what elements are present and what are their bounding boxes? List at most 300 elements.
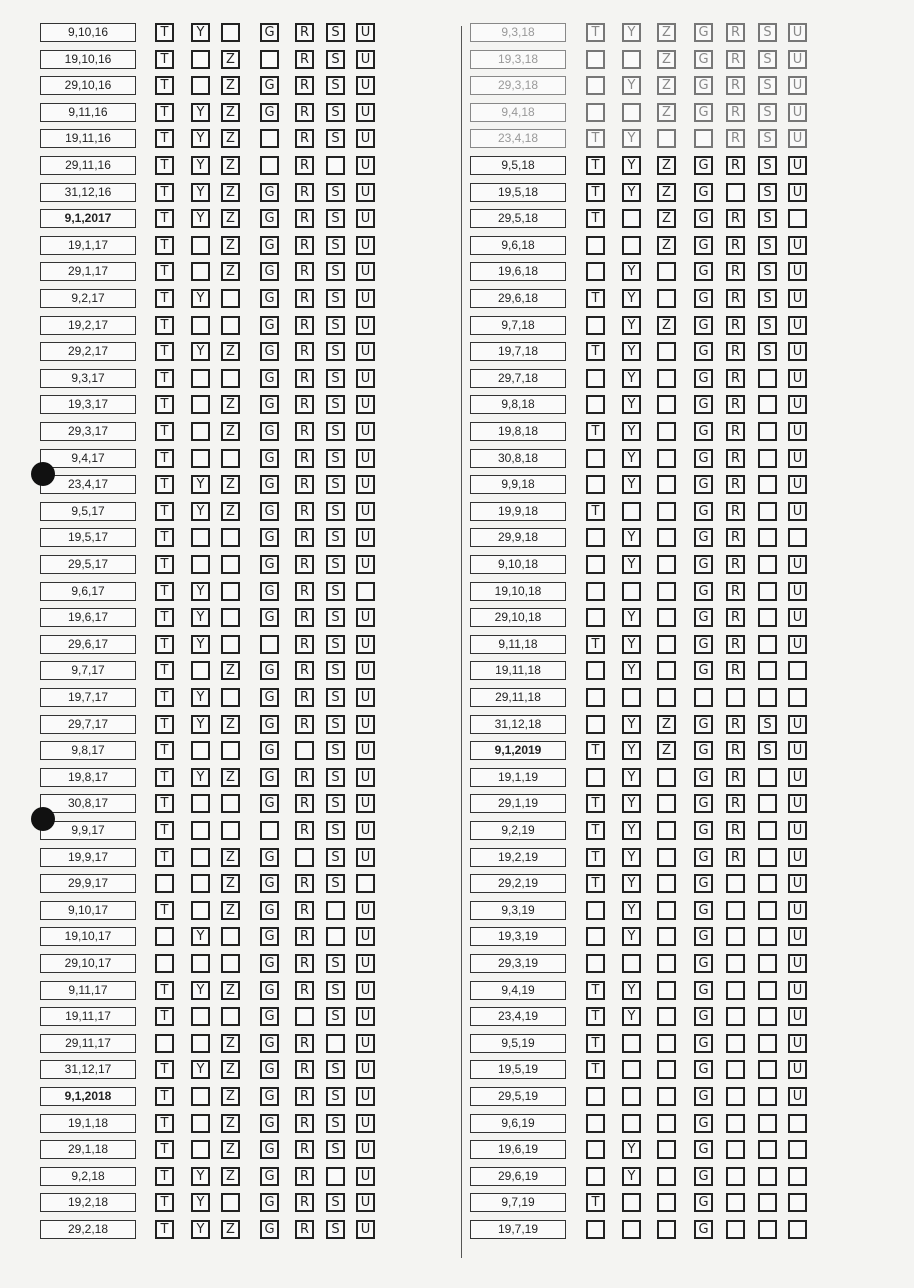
check-box — [657, 1193, 676, 1212]
check-box: S — [326, 103, 345, 122]
table-row — [470, 926, 890, 948]
check-box — [758, 1060, 777, 1079]
check-box: T — [155, 342, 174, 361]
table-row — [40, 900, 460, 922]
table-row — [40, 315, 460, 337]
check-box — [657, 262, 676, 281]
check-box: U — [356, 342, 375, 361]
check-box — [758, 927, 777, 946]
check-box — [657, 874, 676, 893]
check-box — [622, 209, 641, 228]
check-box — [657, 449, 676, 468]
check-box: U — [356, 76, 375, 95]
check-box — [758, 608, 777, 627]
check-box: Z — [221, 1060, 240, 1079]
table-row — [40, 953, 460, 975]
check-box: U — [788, 103, 807, 122]
check-box: Z — [657, 715, 676, 734]
date-label: 29,3,17 — [40, 422, 136, 441]
date-label: 29,2,19 — [470, 874, 566, 893]
table-row — [40, 581, 460, 603]
check-box — [657, 528, 676, 547]
check-box: R — [726, 50, 745, 69]
check-box: U — [788, 954, 807, 973]
check-box: Z — [221, 209, 240, 228]
check-box — [326, 1034, 345, 1053]
check-box: R — [295, 422, 314, 441]
check-box: S — [758, 103, 777, 122]
check-box: Z — [221, 1087, 240, 1106]
check-box: U — [356, 608, 375, 627]
date-label: 19,11,18 — [470, 661, 566, 680]
check-box: Y — [191, 342, 210, 361]
table-row — [470, 554, 890, 576]
check-box: G — [694, 555, 713, 574]
date-label: 29,9,18 — [470, 528, 566, 547]
check-box: R — [726, 715, 745, 734]
check-box — [191, 528, 210, 547]
check-box — [221, 369, 240, 388]
check-box: T — [155, 103, 174, 122]
check-box: R — [726, 848, 745, 867]
check-box: R — [726, 236, 745, 255]
check-box — [586, 1087, 605, 1106]
check-box: T — [155, 449, 174, 468]
date-label: 19,5,18 — [470, 183, 566, 202]
check-box: Z — [221, 981, 240, 1000]
table-row — [40, 128, 460, 150]
table-row — [40, 660, 460, 682]
check-box: Y — [622, 768, 641, 787]
check-box: G — [260, 1193, 279, 1212]
check-box: R — [295, 23, 314, 42]
check-box: T — [155, 582, 174, 601]
check-box: T — [155, 316, 174, 335]
table-row — [470, 1192, 890, 1214]
check-box: G — [694, 395, 713, 414]
check-box — [221, 1193, 240, 1212]
check-box: U — [788, 23, 807, 42]
check-box: U — [788, 236, 807, 255]
check-box: R — [295, 502, 314, 521]
check-box: R — [726, 23, 745, 42]
check-box — [586, 661, 605, 680]
check-box: G — [260, 76, 279, 95]
check-box: Y — [622, 76, 641, 95]
date-label: 19,6,17 — [40, 608, 136, 627]
check-box — [694, 688, 713, 707]
check-box — [657, 954, 676, 973]
check-box: U — [788, 289, 807, 308]
check-box — [191, 395, 210, 414]
table-row — [40, 847, 460, 869]
check-box: R — [726, 528, 745, 547]
check-box — [622, 1034, 641, 1053]
table-row — [40, 607, 460, 629]
check-box: G — [694, 1034, 713, 1053]
check-box: G — [260, 395, 279, 414]
date-label: 9,3,19 — [470, 901, 566, 920]
check-box: R — [295, 555, 314, 574]
check-box: R — [295, 209, 314, 228]
check-box: U — [356, 1087, 375, 1106]
check-box: R — [295, 608, 314, 627]
date-label: 9,6,19 — [470, 1114, 566, 1133]
table-row — [470, 1033, 890, 1055]
check-box: Z — [657, 50, 676, 69]
date-label: 9,2,19 — [470, 821, 566, 840]
check-box: T — [155, 23, 174, 42]
table-row — [40, 926, 460, 948]
check-box: T — [155, 156, 174, 175]
check-box — [221, 582, 240, 601]
table-row — [40, 155, 460, 177]
check-box — [191, 449, 210, 468]
check-box — [657, 848, 676, 867]
check-box — [326, 1167, 345, 1186]
check-box — [191, 661, 210, 680]
check-box — [657, 289, 676, 308]
table-row — [40, 1006, 460, 1028]
check-box: G — [260, 608, 279, 627]
check-box: U — [788, 901, 807, 920]
table-row — [470, 953, 890, 975]
check-box — [586, 50, 605, 69]
table-row — [470, 687, 890, 709]
check-box: Y — [622, 395, 641, 414]
check-box: R — [295, 1114, 314, 1133]
check-box: U — [356, 1034, 375, 1053]
check-box: R — [726, 129, 745, 148]
check-box: G — [260, 981, 279, 1000]
check-box — [326, 156, 345, 175]
check-box: T — [586, 156, 605, 175]
check-box: S — [326, 821, 345, 840]
check-box: Y — [622, 262, 641, 281]
check-box — [221, 821, 240, 840]
check-box: Y — [191, 1167, 210, 1186]
date-label: 19,5,19 — [470, 1060, 566, 1079]
check-box: G — [694, 316, 713, 335]
table-row — [470, 208, 890, 230]
check-box: R — [295, 449, 314, 468]
check-box: R — [726, 661, 745, 680]
check-box: Y — [191, 1060, 210, 1079]
check-box: U — [356, 23, 375, 42]
check-box — [586, 395, 605, 414]
check-box — [657, 582, 676, 601]
table-row — [470, 1166, 890, 1188]
date-label: 19,3,17 — [40, 395, 136, 414]
check-box — [694, 129, 713, 148]
check-box: G — [260, 555, 279, 574]
check-box: S — [326, 502, 345, 521]
table-row — [40, 474, 460, 496]
check-box: S — [326, 395, 345, 414]
date-label: 9,4,17 — [40, 449, 136, 468]
check-box: G — [694, 1007, 713, 1026]
check-box — [758, 1140, 777, 1159]
check-box: U — [788, 608, 807, 627]
check-box: R — [295, 927, 314, 946]
date-label: 19,2,17 — [40, 316, 136, 335]
table-row — [40, 182, 460, 204]
check-box: R — [295, 1060, 314, 1079]
check-box: S — [326, 23, 345, 42]
check-box: T — [586, 981, 605, 1000]
check-box: G — [694, 183, 713, 202]
check-box: Z — [221, 422, 240, 441]
check-box — [622, 1220, 641, 1239]
table-row — [470, 581, 890, 603]
check-box — [657, 927, 676, 946]
date-label: 29,1,19 — [470, 794, 566, 813]
check-box — [758, 688, 777, 707]
check-box: Z — [657, 209, 676, 228]
date-label: 31,12,16 — [40, 183, 136, 202]
date-label: 9,4,19 — [470, 981, 566, 1000]
check-box: U — [356, 502, 375, 521]
check-box — [657, 129, 676, 148]
check-box: U — [788, 981, 807, 1000]
check-box — [726, 1220, 745, 1239]
check-box — [726, 1193, 745, 1212]
table-row — [470, 793, 890, 815]
check-box: U — [356, 289, 375, 308]
check-box: G — [694, 981, 713, 1000]
date-label: 19,10,16 — [40, 50, 136, 69]
check-box: U — [356, 954, 375, 973]
check-box: T — [155, 635, 174, 654]
check-box: Y — [622, 289, 641, 308]
table-row — [470, 900, 890, 922]
table-row — [40, 448, 460, 470]
check-box: S — [326, 1007, 345, 1026]
check-box: Y — [622, 449, 641, 468]
date-label: 29,10,17 — [40, 954, 136, 973]
check-box: S — [326, 688, 345, 707]
check-box — [221, 688, 240, 707]
check-box: S — [326, 1114, 345, 1133]
check-box: U — [356, 50, 375, 69]
date-label: 19,3,18 — [470, 50, 566, 69]
check-box: U — [356, 1007, 375, 1026]
check-box — [221, 316, 240, 335]
check-box: R — [726, 821, 745, 840]
table-row — [470, 22, 890, 44]
check-box — [191, 1007, 210, 1026]
table-row — [40, 527, 460, 549]
check-box — [726, 901, 745, 920]
date-label: 9,3,18 — [470, 23, 566, 42]
check-box: Z — [657, 76, 676, 95]
check-box: T — [586, 23, 605, 42]
table-row — [470, 1139, 890, 1161]
check-box: U — [356, 981, 375, 1000]
check-box: R — [726, 555, 745, 574]
check-box: Y — [622, 715, 641, 734]
check-box: G — [260, 1220, 279, 1239]
check-box: S — [326, 635, 345, 654]
check-box — [191, 954, 210, 973]
check-box: T — [155, 901, 174, 920]
date-label: 9,1,2018 — [40, 1087, 136, 1106]
check-box: R — [295, 50, 314, 69]
check-box: U — [356, 528, 375, 547]
check-box: G — [694, 821, 713, 840]
date-label: 19,7,17 — [40, 688, 136, 707]
check-box: G — [694, 76, 713, 95]
table-row — [470, 448, 890, 470]
check-box: G — [694, 874, 713, 893]
date-label: 29,5,19 — [470, 1087, 566, 1106]
check-box — [657, 1167, 676, 1186]
check-box: Z — [221, 1167, 240, 1186]
check-box: T — [586, 1193, 605, 1212]
check-box: U — [788, 262, 807, 281]
check-box: U — [788, 635, 807, 654]
table-row — [40, 793, 460, 815]
check-box — [758, 502, 777, 521]
check-box: G — [260, 449, 279, 468]
check-box: G — [260, 342, 279, 361]
check-box: R — [295, 768, 314, 787]
check-box: Y — [622, 635, 641, 654]
check-box — [657, 422, 676, 441]
check-box: S — [326, 768, 345, 787]
check-box — [758, 528, 777, 547]
check-box: S — [326, 209, 345, 228]
check-box: U — [788, 475, 807, 494]
check-box — [657, 1060, 676, 1079]
table-row — [470, 1113, 890, 1135]
check-box: T — [155, 395, 174, 414]
check-box: U — [788, 395, 807, 414]
check-box: Z — [221, 1114, 240, 1133]
check-box — [726, 874, 745, 893]
check-box: Y — [191, 715, 210, 734]
check-box: R — [295, 395, 314, 414]
table-row — [470, 102, 890, 124]
date-label: 9,2,17 — [40, 289, 136, 308]
check-box — [221, 794, 240, 813]
date-label: 9,3,17 — [40, 369, 136, 388]
check-box: Y — [622, 528, 641, 547]
check-box — [191, 369, 210, 388]
check-box: Y — [622, 794, 641, 813]
date-label: 9,7,17 — [40, 661, 136, 680]
check-box — [726, 1034, 745, 1053]
check-box: U — [356, 236, 375, 255]
check-box: U — [788, 821, 807, 840]
check-box: S — [326, 369, 345, 388]
check-box: Y — [191, 1193, 210, 1212]
table-row — [470, 501, 890, 523]
table-row — [40, 75, 460, 97]
check-box: Z — [221, 50, 240, 69]
date-label: 29,11,18 — [470, 688, 566, 707]
check-box — [758, 848, 777, 867]
check-box: G — [260, 316, 279, 335]
table-row — [470, 49, 890, 71]
check-box: T — [155, 661, 174, 680]
table-row — [470, 182, 890, 204]
check-box — [191, 555, 210, 574]
check-box: Y — [622, 927, 641, 946]
check-box: G — [260, 23, 279, 42]
check-box — [622, 1114, 641, 1133]
check-box: G — [260, 927, 279, 946]
check-box: G — [260, 874, 279, 893]
check-box — [657, 688, 676, 707]
check-box: G — [694, 1193, 713, 1212]
check-box — [586, 768, 605, 787]
check-box — [657, 821, 676, 840]
check-box: U — [356, 103, 375, 122]
check-box — [657, 1034, 676, 1053]
check-box: Z — [657, 741, 676, 760]
check-box: U — [788, 369, 807, 388]
date-label: 19,7,19 — [470, 1220, 566, 1239]
check-box: U — [788, 1007, 807, 1026]
check-box: G — [260, 475, 279, 494]
check-box: R — [295, 715, 314, 734]
table-row — [40, 873, 460, 895]
table-row — [40, 714, 460, 736]
check-box: Y — [622, 183, 641, 202]
check-box: U — [788, 1060, 807, 1079]
check-box: Y — [191, 582, 210, 601]
check-box: Y — [622, 23, 641, 42]
date-label: 29,7,17 — [40, 715, 136, 734]
check-box: Y — [191, 289, 210, 308]
table-row — [40, 554, 460, 576]
table-row — [40, 634, 460, 656]
check-box — [758, 635, 777, 654]
date-label: 19,7,18 — [470, 342, 566, 361]
check-box — [657, 475, 676, 494]
table-row — [40, 22, 460, 44]
check-box: U — [788, 555, 807, 574]
check-box — [356, 874, 375, 893]
date-label: 19,9,17 — [40, 848, 136, 867]
check-box: S — [758, 316, 777, 335]
check-box: Z — [221, 502, 240, 521]
check-box — [758, 954, 777, 973]
date-label: 29,10,16 — [40, 76, 136, 95]
check-box: Z — [221, 76, 240, 95]
check-box — [586, 475, 605, 494]
check-box — [758, 1087, 777, 1106]
check-box: Z — [221, 395, 240, 414]
check-box — [221, 23, 240, 42]
check-box — [586, 1220, 605, 1239]
date-label: 9,9,18 — [470, 475, 566, 494]
check-box — [657, 1087, 676, 1106]
check-box: T — [155, 422, 174, 441]
check-box: G — [694, 369, 713, 388]
check-box: Y — [191, 635, 210, 654]
table-row — [470, 474, 890, 496]
check-box: R — [295, 1220, 314, 1239]
table-row — [40, 820, 460, 842]
check-box — [191, 1034, 210, 1053]
check-box: R — [295, 874, 314, 893]
check-box: T — [155, 1060, 174, 1079]
date-label: 23,4,17 — [40, 475, 136, 494]
table-row — [470, 847, 890, 869]
check-box: Y — [622, 661, 641, 680]
